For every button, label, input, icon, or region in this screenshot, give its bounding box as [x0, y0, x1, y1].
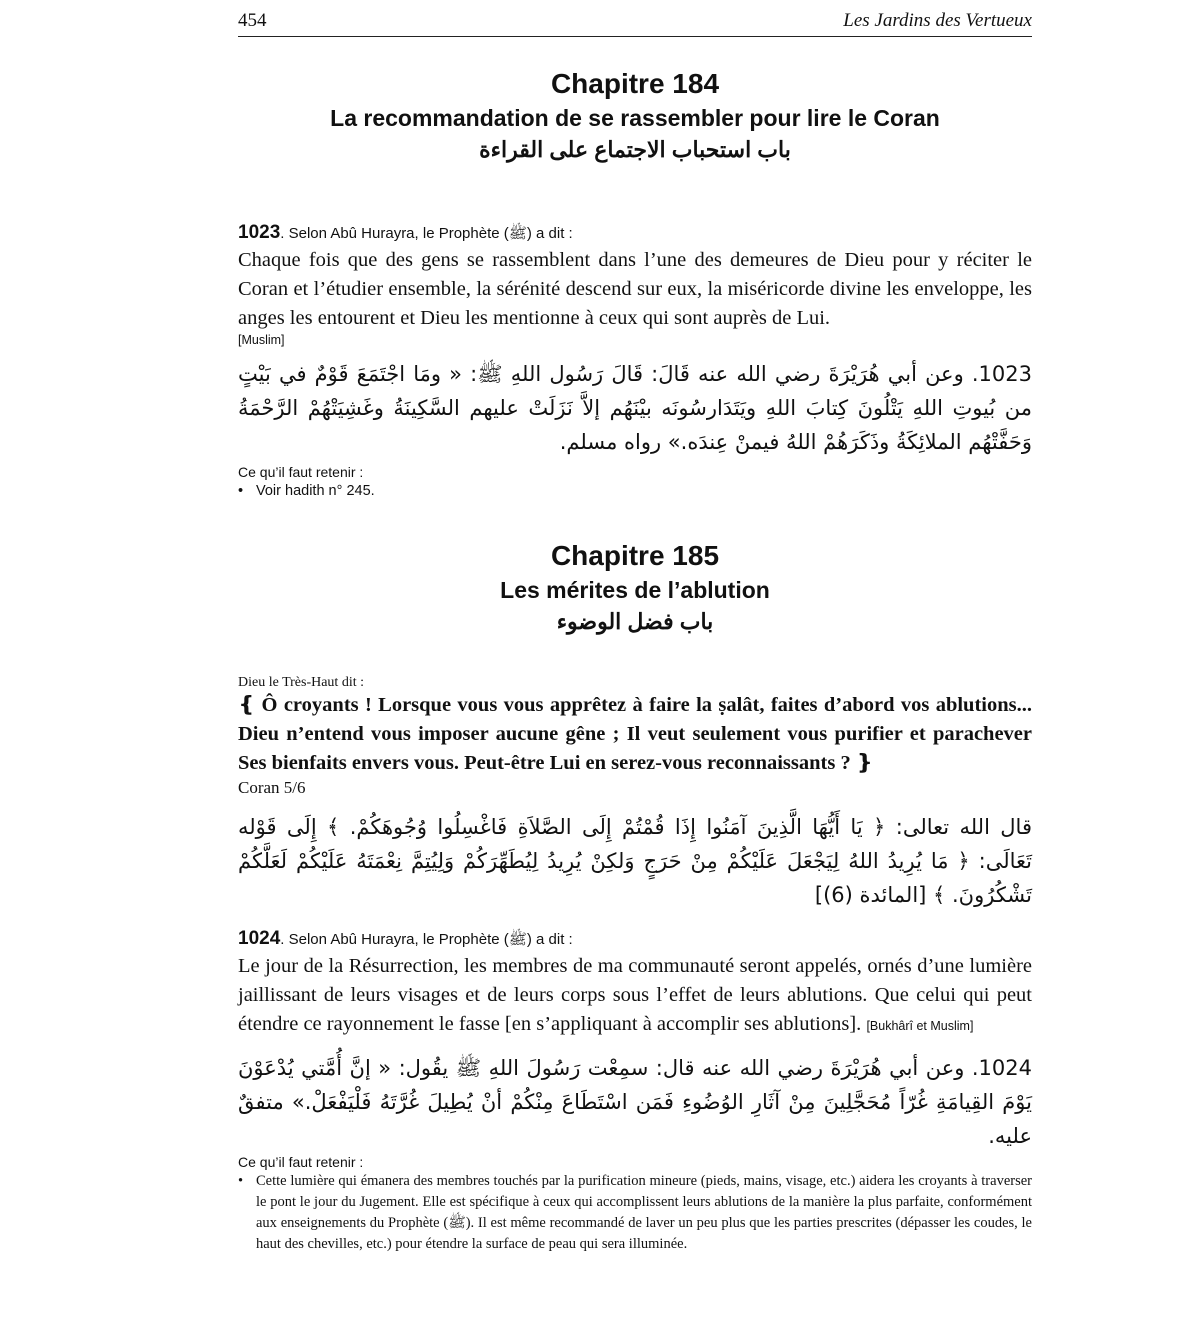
hadith-number: 1024 — [238, 928, 281, 949]
retain-label: Ce qu’il faut retenir : — [238, 464, 364, 480]
chapter-title-arabic: باب استحباب الاجتماع على القراءة — [479, 137, 791, 162]
chapter-title-arabic: باب فضل الوضوء — [556, 609, 714, 634]
hadith-intro — [238, 222, 1032, 246]
hadith-source: [Muslim] — [238, 333, 285, 347]
hadith-intro — [238, 928, 1032, 952]
running-title: Les Jardins des Vertueux — [843, 10, 1032, 31]
verse-arabic: قال الله تعالى: ﴿ يَا أَيُّهَا الَّذِينَ آمَنُوا إِذَا قُمْتُمْ إِلَى الصَّلاَةِ فَاغْسِلُوا وُجُوهَكُمْ. ﴾ إِلَى قَوْله تَعَالَى: ﴿ مَا يُرِيدُ اللهُ لِيَجْعَلَ عَلَيْكُمْ مِنْ حَرَجٍ وَلكِنْ يُرِيدُ لِيُطَهِّرَكُمْ وَلِيُتِمَّ نِعْمَتَهُ عَلَيْكُمْ لَعَلَّكُمْ تَشْكُرُونَ. ﴾ [المائدة (6)] — [238, 815, 1032, 907]
hadith-text — [238, 952, 1032, 1041]
hadith-arabic: 1024. وعن أبي هُرَيْرَةَ رضي الله عنه قال: سمِعْت رَسُولَ اللهِ ﷺ يقُول: « إنَّ أُمَّتي يُدْعَوْنَ يَوْمَ القِيامَةِ غُرّاً مُحَجَّلِينَ مِنْ آثَارِ الوُضُوءِ فَمَن اسْتَطَاعَ مِنْكُمْ أنْ يُطِيلَ غُرَّتَهُ فَلْيَفْعَلْ.» متفقٌ عليه. — [238, 1056, 1032, 1148]
verse-reference: Coran 5/6 — [238, 778, 306, 797]
chapter-number: Chapitre 184 — [550, 68, 720, 99]
hadith-source: [Bukhârî et Muslim] — [866, 1019, 974, 1033]
hadith-intro-text: . Selon Abû Hurayra, le Prophète (ﷺ) a dit : — [280, 931, 573, 948]
retain-item: • Voir hadith n° 245. — [238, 481, 1032, 502]
retain-item: • Cette lumière qui émanera des membres touchés par la purification mineure (pieds, mains, visage, etc.) aidera les croyants à traverser le pont le jour du Jugement. Elle est spécifique à ceux qui accomplissent leurs ablutions de la manière la plus parfaite, conformément aux enseignements du Prophète (ﷺ). Il est même recommandé de laver un peu plus que les parties prescrites (dépasser les coudes, le haut des chevilles, etc.) pour étendre la surface de peau qui sera illuminée. — [238, 1171, 1032, 1255]
chapter-185-heading — [238, 538, 1032, 638]
chapter-number: Chapitre 185 — [550, 540, 720, 571]
verse-text: ❴ Ô croyants ! Lorsque vous vous apprêtez à faire la ṣalât, faites d’abord vos ablutions... Dieu n’entend vous imposer aucune gêne ; Il veut seulement vous purifier et parachever Ses bienfaits envers vous. Peut-être Lui en serez-vous reconnaissants ? ❵ — [238, 694, 1032, 774]
hadith-1024 — [238, 928, 1032, 1255]
chapter-title: La recommandation de se rassembler pour lire le Coran — [330, 105, 940, 131]
hadith-1023 — [238, 222, 1032, 502]
hadith-arabic: 1023. وعن أبي هُرَيْرَةَ رضي الله عنه قَالَ: قَالَ رَسُول اللهِ ﷺ: « ومَا اجْتَمَعَ قَوْمٌ في بَيْتٍ من بُيوتِ اللهِ يَتْلُونَ كِتابَ اللهِ ويَتَدَارسُونَه بيْنَهُم إلاَّ نَزَلَتْ عليهم السَّكِينَةُ وغَشِيَتْهُمْ الرَّحْمَةُ وَحَفَّتْهُم الملائِكَةُ وذَكَرَهُمْ اللهُ فيمنْ عِندَه.» رواه مسلم. — [238, 362, 1032, 454]
hadith-intro-text: . Selon Abû Hurayra, le Prophète (ﷺ) a dit : — [280, 225, 573, 242]
hadith-text-body: Le jour de la Résurrection, les membres de ma communauté seront appelés, ornés d’une lumière jaillissant de leurs visages et de leurs corps sous l’effet de leurs ablutions. Que celui qui peut étendre ce rayonnement le fasse [en s’appliquant à accomplir ses ablutions]. — [238, 955, 1032, 1035]
page-header — [238, 6, 1032, 37]
quran-verse — [238, 675, 1032, 912]
chapter-title: Les mérites de l’ablution — [500, 577, 770, 603]
hadith-text: Chaque fois que des gens se rassemblent dans l’une des demeures de Dieu pour y réciter le Coran et l’étudier ensemble, la sérénité descend sur eux, la miséricorde divine les enveloppe, les anges les entourent et Dieu les mentionne à ceux qui sont auprès de Lui. — [238, 249, 1032, 329]
hadith-number: 1023 — [238, 222, 281, 243]
retain-label: Ce qu’il faut retenir : — [238, 1154, 364, 1170]
chapter-184-heading — [238, 66, 1032, 166]
verse-intro: Dieu le Très-Haut dit : — [238, 675, 364, 690]
page-number: 454 — [238, 10, 267, 31]
